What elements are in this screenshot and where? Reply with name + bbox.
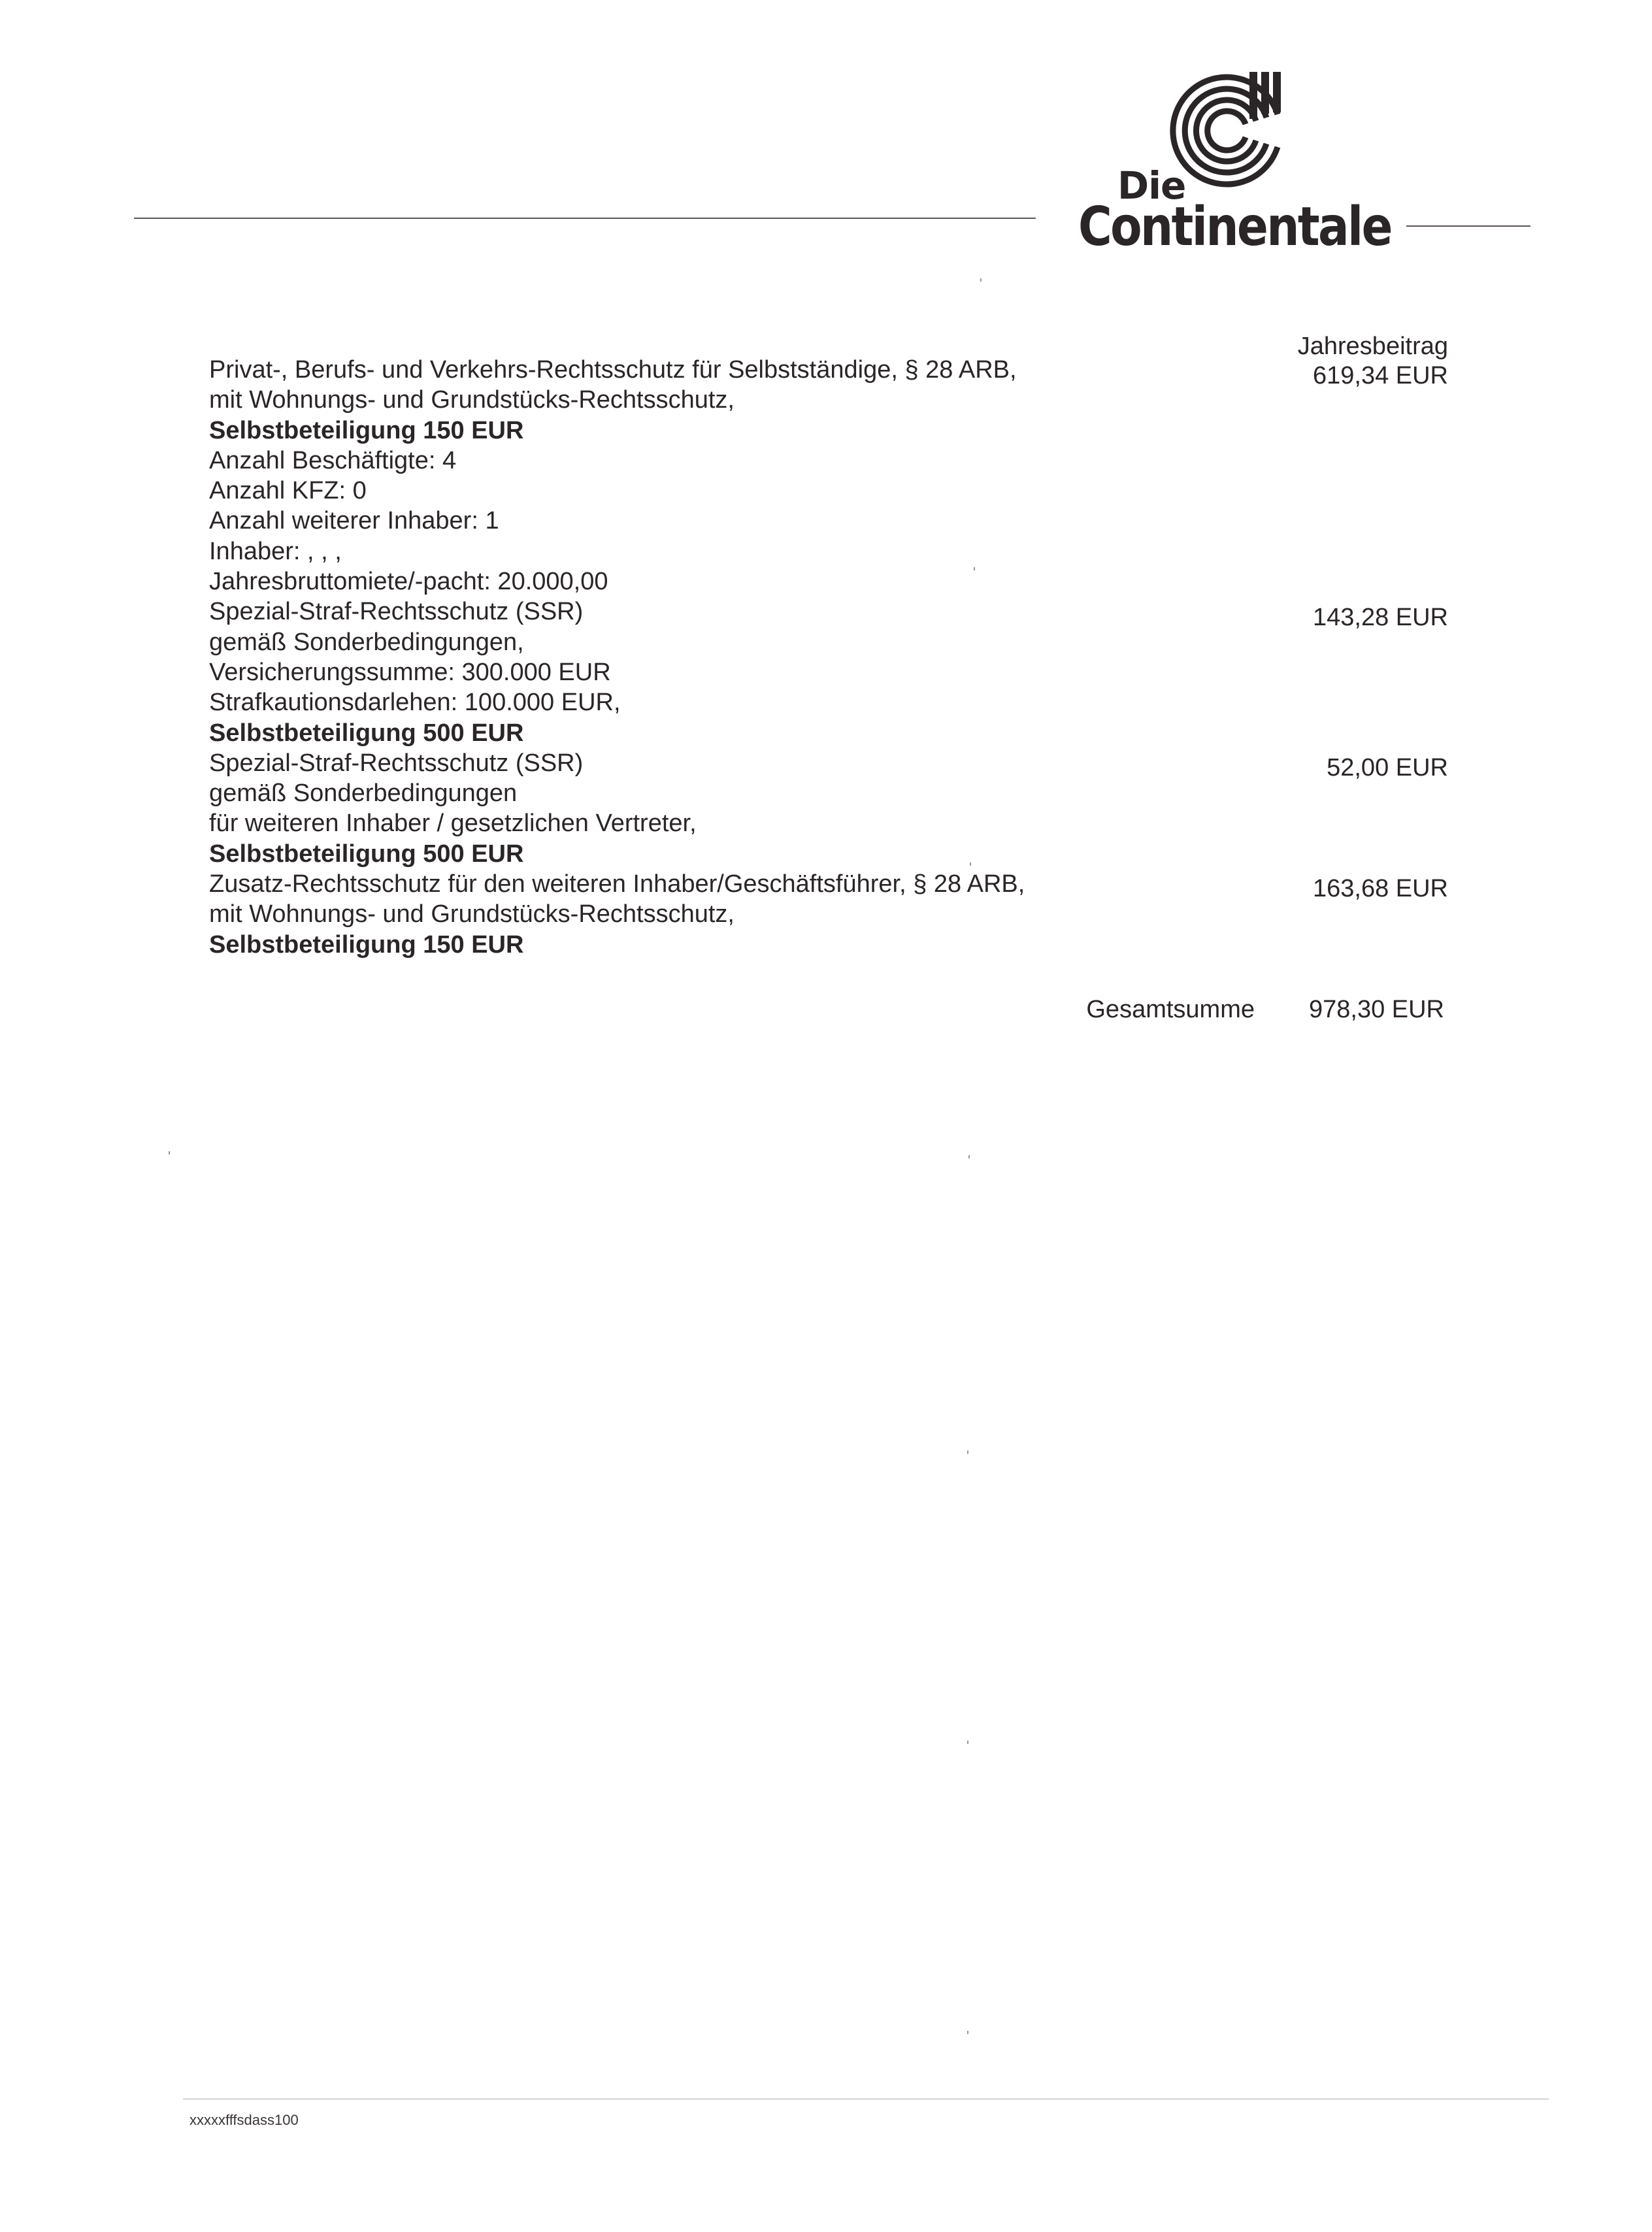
scan-speck — [967, 1451, 968, 1454]
logo-text-die: Die — [1117, 163, 1186, 208]
coverage-line: Jahresbruttomiete/-pacht: 20.000,00 — [209, 568, 608, 596]
coverage-line: Anzahl KFZ: 0 — [209, 477, 367, 505]
coverage-line: Inhaber: , , , — [209, 537, 342, 565]
logo-text-continentale: Continentale — [1078, 196, 1391, 258]
coverage-line: Privat-, Berufs- und Verkehrs-Rechtsschutz für Selbstständige, § 28 ARB, — [209, 356, 1017, 384]
coverage-line: Selbstbeteiligung 500 EUR — [209, 719, 524, 747]
coverage-line: Zusatz-Rechtsschutz für den weiteren Inhaber/Geschäftsführer, § 28 ARB, — [209, 870, 1025, 898]
amount-1: 619,34 EUR — [1312, 362, 1448, 389]
header-rule-left — [134, 218, 1036, 219]
continentale-logo — [1078, 65, 1391, 261]
total-label: Gesamtsumme — [1086, 996, 1255, 1023]
coverage-line: gemäß Sonderbedingungen, — [209, 628, 524, 656]
coverage-line: Spezial-Straf-Rechtsschutz (SSR) — [209, 598, 584, 626]
coverage-line: gemäß Sonderbedingungen — [209, 780, 518, 808]
coverage-line: Selbstbeteiligung 150 EUR — [209, 416, 524, 444]
scan-speck — [974, 567, 975, 570]
footer-document-code: xxxxxfffsdass100 — [190, 2112, 299, 2128]
amount-3: 52,00 EUR — [1327, 754, 1448, 781]
coverage-line: Anzahl weiterer Inhaber: 1 — [209, 507, 499, 535]
scan-speck — [970, 862, 971, 866]
scan-speck — [968, 1155, 970, 1158]
coverage-line: Selbstbeteiligung 150 EUR — [209, 930, 524, 959]
coverage-line: für weiteren Inhaber / gesetzlichen Vertreter, — [209, 810, 697, 838]
coverage-line: Spezial-Straf-Rechtsschutz (SSR) — [209, 749, 584, 777]
coverage-line: mit Wohnungs- und Grundstücks-Rechtsschutz, — [209, 900, 735, 928]
coverage-line: Selbstbeteiligung 500 EUR — [209, 840, 524, 868]
column-header-jahresbeitrag: Jahresbeitrag — [1297, 333, 1448, 360]
amount-2: 143,28 EUR — [1312, 604, 1448, 631]
scan-speck — [980, 278, 982, 282]
coverage-line: Strafkautionsdarlehen: 100.000 EUR, — [209, 689, 621, 717]
total-value: 978,30 EUR — [1308, 996, 1444, 1023]
header-rule-right — [1406, 225, 1530, 227]
amount-4: 163,68 EUR — [1312, 875, 1448, 902]
scan-speck — [967, 2031, 968, 2034]
coverage-line: Versicherungssumme: 300.000 EUR — [209, 658, 611, 686]
coverage-line: mit Wohnungs- und Grundstücks-Rechtsschutz, — [209, 386, 735, 414]
coverage-list — [209, 355, 1124, 960]
scan-speck — [169, 1151, 170, 1155]
coverage-line: Anzahl Beschäftigte: 4 — [209, 446, 457, 474]
scan-speck — [967, 1741, 968, 1744]
